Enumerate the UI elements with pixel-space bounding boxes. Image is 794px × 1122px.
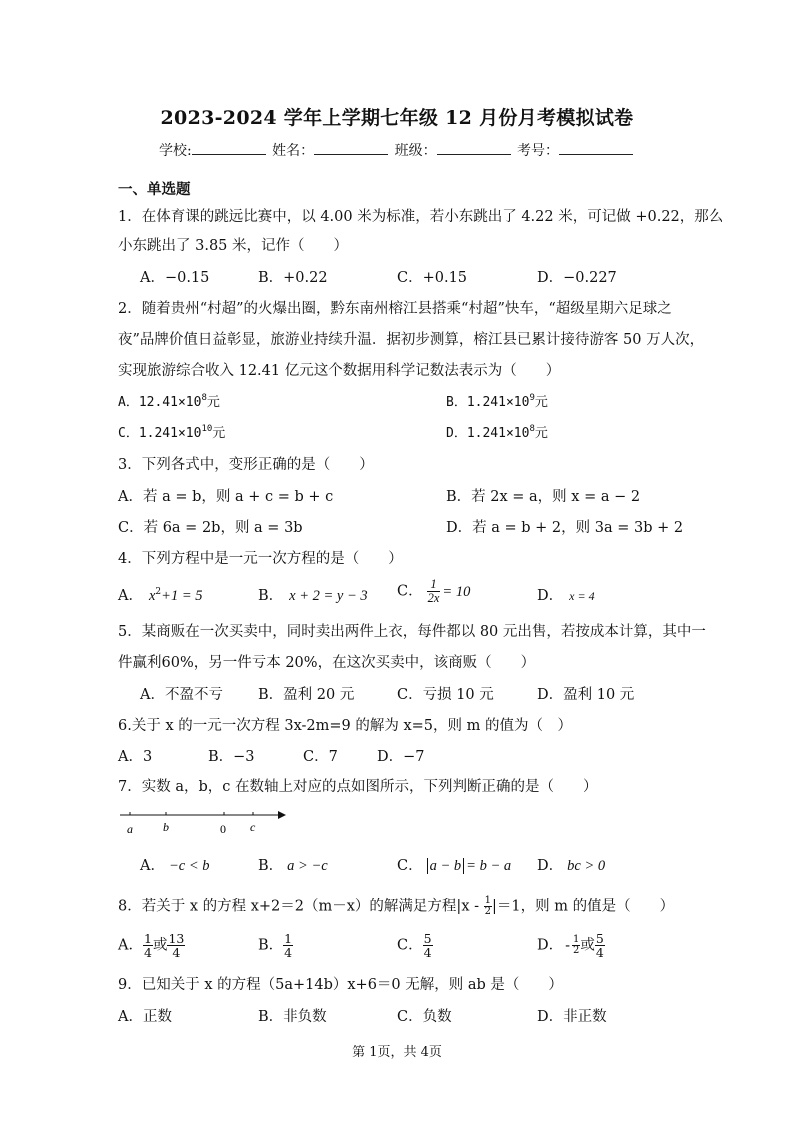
q8-stem-start: 8．若关于 x 的方程 x+2＝2（m－x）的解满足方程|x -: [118, 898, 484, 915]
q8-option-d-minus: -: [565, 937, 571, 954]
exam-number-label: 考号：: [517, 143, 560, 159]
q8-stem-end: |＝1，则 m 的值是（ ）: [492, 898, 675, 915]
q4-option-d-label: D．: [537, 588, 564, 604]
q8-option-c: [397, 932, 433, 959]
q8-option-b: [258, 932, 293, 959]
q4-option-b-expr: x + 2 = y − 3: [289, 588, 368, 604]
q3-option-d: D．若 a = b + 2，则 3a = 3b + 2: [446, 520, 684, 536]
q2-option-a: [118, 393, 220, 413]
q4-option-a-label: A．: [118, 588, 143, 604]
q9-option-a: A．正数: [118, 1009, 172, 1025]
q8-option-b-num: 1: [284, 931, 293, 946]
q1-option-d: D．−0.227: [537, 270, 617, 286]
q8-option-d-fraction-2: [595, 932, 605, 959]
q2-stem-line2: 夜”品牌价值日益彰显，旅游业持续升温．据初步测算，榕江县已累计接待游客 50 万人次，: [118, 332, 705, 348]
q5-option-c: C．亏损 10 元: [397, 687, 494, 703]
q6-option-b: B．−3: [208, 749, 255, 765]
q8-option-d: [537, 932, 605, 959]
q8-option-d-num-1: 1: [573, 934, 580, 945]
q5-option-b: B．盈利 20 元: [258, 687, 355, 703]
q7-option-c-abs: a − b: [427, 858, 465, 874]
q8-option-d-label: D．: [537, 937, 564, 954]
q7-option-d: [537, 856, 605, 876]
q8-option-b-label: B．: [258, 937, 284, 954]
axis-label-zero: 0: [220, 822, 226, 836]
q7-stem: 7．实数 a，b，c 在数轴上对应的点如图所示，下列判断正确的是（ ）: [118, 779, 598, 795]
q7-option-b-label: B．: [258, 858, 284, 874]
q4-option-c: [397, 578, 470, 605]
q4-option-a-exponent: 2: [155, 587, 162, 597]
q2-stem-line3: 实现旅游综合收入 12.41 亿元这个数据用科学记数法表示为（ ）: [118, 363, 561, 379]
q2-option-b-exponent: 9: [529, 393, 535, 403]
q7-option-d-expr: bc > 0: [567, 858, 606, 874]
number-line-figure: [118, 806, 290, 838]
axis-label-a: a: [127, 822, 133, 836]
school-label: 学校:: [158, 143, 192, 159]
q2-option-c-exponent: 10: [201, 424, 213, 434]
q8-option-a-fraction-2: [167, 932, 185, 959]
q6-option-a: A．3: [118, 749, 153, 765]
q7-option-c: [397, 856, 511, 876]
q4-option-c-denominator: 2x: [427, 591, 440, 605]
name-label: 姓名：: [272, 143, 315, 159]
exam-number-blank[interactable]: [559, 140, 633, 155]
q8-stem-numerator: 1: [484, 895, 491, 906]
q5-option-a: A．不盈不亏: [140, 687, 223, 703]
q7-option-c-rest: = b − a: [466, 858, 512, 874]
q4-option-d-expr: x = 4: [569, 589, 595, 603]
q8-option-a-fraction-1: [143, 932, 153, 959]
student-info-row: [0, 140, 794, 160]
q7-option-d-label: D．: [537, 858, 564, 874]
q8-option-d-or: 或: [580, 937, 595, 954]
q4-option-b-label: B．: [258, 588, 284, 604]
q2-option-c-text: C．1.241×10: [118, 426, 202, 441]
q2-option-d: [446, 424, 548, 444]
q8-stem-denominator: 2: [484, 906, 491, 917]
section-heading: 一、单选题: [118, 181, 191, 198]
q8-option-b-den: 4: [284, 945, 293, 960]
q8-option-c-num: 5: [423, 931, 432, 946]
q7-option-a-label: A．: [140, 858, 165, 874]
q8-option-a-num-2: 13: [168, 931, 185, 946]
q8-option-b-fraction: [283, 932, 293, 959]
name-blank[interactable]: [314, 140, 388, 155]
q5-stem-line2: 件赢利60%，另一件亏本 20%，在这次买卖中，该商贩（ ）: [118, 655, 536, 671]
q4-option-c-fraction: [427, 578, 441, 605]
q9-option-c: C．负数: [397, 1009, 452, 1025]
q8-option-a-or: 或: [152, 937, 168, 954]
q8-option-d-num-2: 5: [595, 931, 604, 946]
q8-stem: [118, 896, 674, 917]
q9-option-b: B．非负数: [258, 1009, 327, 1025]
class-blank[interactable]: [437, 140, 511, 155]
q3-stem: 3．下列各式中，变形正确的是（ ）: [118, 457, 374, 473]
q1-option-b: B．+0.22: [258, 270, 328, 286]
q1-stem-line2: 小东跳出了 3.85 米，记作（ ）: [118, 238, 349, 254]
q2-option-c: [118, 424, 225, 444]
q8-option-c-den: 4: [423, 945, 432, 960]
q8-option-a-label: A．: [118, 937, 143, 954]
q8-option-a-den-2: 4: [172, 945, 181, 960]
q8-option-c-fraction: [423, 932, 433, 959]
q6-stem: 6.关于 x 的一元一次方程 3x-2m=9 的解为 x=5，则 m 的值为（ ）: [118, 718, 572, 734]
q5-stem-line1: 5．某商贩在一次买卖中，同时卖出两件上衣，每件都以 80 元出售，若按成本计算，其中一: [118, 624, 706, 640]
q2-option-d-exponent: 8: [529, 424, 535, 434]
q2-option-a-unit: 元: [206, 395, 220, 410]
q6-option-c: C．7: [303, 749, 338, 765]
q9-option-d: D．非正数: [537, 1009, 607, 1025]
q7-option-c-label: C．: [397, 858, 423, 874]
q2-option-c-unit: 元: [212, 426, 226, 441]
q1-option-a: A．−0.15: [140, 270, 210, 286]
q3-option-b: B．若 2x = a，则 x = a − 2: [446, 489, 641, 505]
q4-option-c-label: C．: [397, 583, 423, 600]
q8-stem-fraction: [484, 896, 492, 917]
arrow-icon: [278, 811, 286, 819]
q8-option-a-den-1: 4: [143, 945, 152, 960]
q8-option-d-den-2: 4: [595, 945, 604, 960]
q4-option-a: [118, 586, 202, 606]
q8-option-a-num-1: 1: [143, 931, 152, 946]
exam-title: 2023-2024 学年上学期七年级 12 月份月考模拟试卷: [160, 107, 634, 129]
q2-option-b-text: B．1.241×10: [446, 395, 530, 410]
q4-option-c-numerator: 1: [427, 578, 441, 592]
q8-option-d-den-1: 2: [573, 945, 580, 956]
q3-option-c: C．若 6a = 2b，则 a = 3b: [118, 520, 303, 536]
q2-option-d-text: D．1.241×10: [446, 426, 530, 441]
q4-option-a-base: x: [148, 588, 156, 604]
q4-stem: 4．下列方程中是一元一次方程的是（ ）: [118, 551, 403, 567]
q4-option-c-rest: = 10: [442, 583, 471, 600]
q9-stem: 9．已知关于 x 的方程（5a+14b）x+6＝0 无解，则 ab 是（ ）: [118, 977, 563, 993]
q2-option-b: [446, 393, 548, 413]
q2-option-d-unit: 元: [534, 426, 548, 441]
q6-option-d: D．−7: [377, 749, 425, 765]
q4-option-b: [258, 586, 368, 606]
q3-option-a: A．若 a = b，则 a + c = b + c: [118, 489, 334, 505]
q1-option-c: C．+0.15: [397, 270, 468, 286]
q7-option-b-expr: a > −c: [287, 858, 328, 874]
q4-option-d: [537, 586, 595, 606]
page-footer: 第 1页，共 4页: [352, 1045, 442, 1060]
q8-option-a: [118, 932, 185, 959]
q1-stem-line1: 1．在体育课的跳远比赛中，以 4.00 米为标准，若小东跳出了 4.22 米，可记做 +0.22，那么: [118, 209, 724, 225]
q2-stem-line1: 2．随着贵州“村超”的火爆出圈，黔东南州榕江县搭乘“村超”快车，“超级星期六足球之: [118, 301, 672, 317]
q7-option-b: [258, 856, 328, 876]
class-label: 班级：: [394, 143, 437, 159]
q5-option-d: D．盈利 10 元: [537, 687, 635, 703]
school-blank[interactable]: [192, 140, 266, 155]
q8-option-c-label: C．: [397, 937, 423, 954]
q2-option-a-exponent: 8: [201, 393, 207, 403]
axis-label-b: b: [163, 820, 169, 834]
q4-option-a-rest: +1 = 5: [161, 588, 203, 604]
axis-label-c: c: [250, 820, 256, 834]
q7-option-a-expr: −c < b: [168, 858, 210, 874]
q2-option-a-text: A．12.41×10: [118, 395, 202, 410]
q7-option-a: [140, 856, 210, 876]
q2-option-b-unit: 元: [534, 395, 548, 410]
